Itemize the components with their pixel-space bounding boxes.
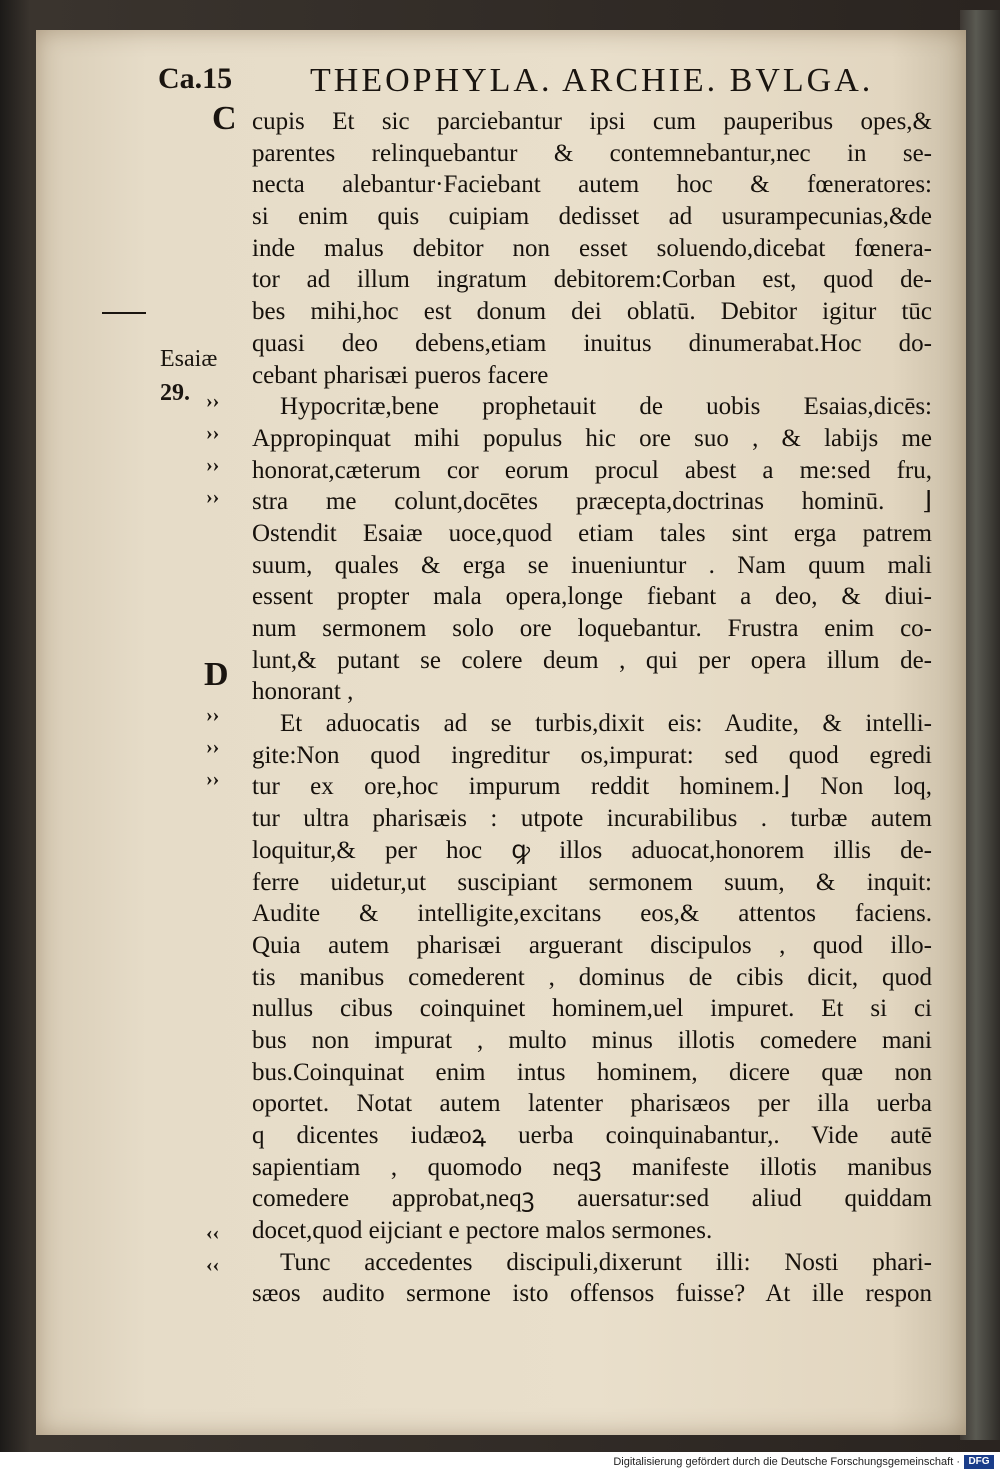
text-line: sapientiam , quomodo neqꝫ manifeste illotis manibus [252,1153,932,1181]
margin-reference-chapter: 29. [160,380,190,406]
text-line: tur ultra pharisæis : utpote incurabilibus . turbæ autem [252,805,932,833]
section-letter-c: C [212,100,237,137]
text-line: quasi deo debens,etiam inuitus dinumerabat.Hoc do- [252,329,932,357]
chapter-mark: Ca.15 [158,62,233,95]
section-letter-d: D [204,656,229,693]
quote-mark: ›› [206,704,220,726]
text-line: tis manibus comederent , dominus de cibis dicit, quod [252,963,932,991]
digitization-credit: Digitalisierung gefördert durch die Deutsche Forschungsgemeinschaft · [613,1456,960,1468]
text-line: ferre uidetur,ut suscipiant sermonem suum, & inquit: [252,868,932,896]
quote-mark: ›› [206,486,220,508]
text-line: necta alebantur·Faciebant autem hoc & fœneratores: [252,171,932,199]
text-line: bus non impurat , multo minus illotis comedere mani [252,1026,932,1054]
quote-mark: ›› [206,736,220,758]
text-line: tor ad illum ingratum debitorem:Corban est, quod de- [252,266,932,294]
text-line: cupis Et sic parciebantur ipsi cum pauperibus opes,& [252,108,932,135]
quote-mark: ‹‹ [206,1254,220,1276]
text-line: q dicentes iudæoꝝ uerba coinquinabantur,. Vide autē [252,1122,932,1149]
quote-mark: ›› [206,390,220,412]
text-line: Ostendit Esaiæ uoce,quod etiam tales sint erga patrem [252,519,932,547]
margin-rule [102,312,146,314]
text-line: essent propter mala opera,longe fiebant a deo, & diui- [252,583,932,611]
text-line: docet,quod eijciant e pectore malos sermones. [252,1217,713,1245]
text-line: Tunc accedentes discipuli,dixerunt illi: Nosti phari- [280,1248,932,1276]
text-line: cebant pharisæi pueros facere [252,361,549,389]
text-line: sæos audito sermone isto offensos fuisse? At ille respon [252,1280,932,1308]
text-line: Et aduocatis ad se turbis,dixit eis: Audite, & intelli- [280,710,932,738]
book-edge [960,10,1000,1440]
text-line: loquitur,& per hoc ꝙ illos aduocat,honorem illis de- [252,836,932,864]
quote-mark: ›› [206,768,220,790]
quote-mark: ›› [206,422,220,444]
text-line: oportet. Notat autem latenter pharisæos per illa uerba [252,1090,932,1118]
text-line: honorant , [252,678,354,706]
text-line: Quia autem pharisæi arguerant discipulos , quod illo- [252,931,932,959]
text-line: si enim quis cuipiam dedisset ad usurampecunias,&de [252,203,932,231]
body-text [252,106,932,1310]
text-line: comedere approbat,neqꝫ auersatur:sed aliud quiddam [252,1185,932,1213]
text-line: bes mihi,hoc est donum dei oblatū. Debitor igitur tūc [252,298,932,326]
text-line: suum, quales & erga se inueniuntur . Nam quum mali [252,551,932,579]
text-line: nullus cibus coinquinet hominem,uel impuret. Et si ci [252,995,932,1023]
text-line: Hypocritæ,bene prophetauit de uobis Esaias,dicēs: [280,393,932,421]
text-line: Audite & intelligite,excitans eos,& attentos faciens. [252,900,932,928]
text-line: bus.Coinquinat enim intus hominem, dicere quæ non [252,1058,932,1086]
text-line: gite:Non quod ingreditur os,impurat: sed quod egredi [252,741,932,769]
dfg-logo: DFG [964,1455,994,1469]
text-line: num sermonem solo ore loquebantur. Frustra enim co- [252,615,932,642]
text-line: Appropinquat mihi populus hic ore suo , & labijs me [252,424,932,452]
margin-reference-book: Esaiæ [160,346,218,372]
text-line: tur ex ore,hoc impurum reddit hominem.⌋ Non loq, [252,773,932,801]
quote-mark: ›› [206,454,220,476]
text-line: lunt,& putant se colere deum , qui per opera illum de- [252,646,932,674]
running-title: THEOPHYLA. ARCHIE. BVLGA. [310,62,874,99]
text-line: parentes relinquebantur & contemnebantur,nec in se- [252,139,932,167]
text-line: inde malus debitor non esset soluendo,dicebat fœnera- [252,234,932,262]
quote-mark: ‹‹ [206,1222,220,1244]
text-line: honorat,cæterum cor eorum procul abest a me:sed fru, [252,456,932,484]
text-line: stra me colunt,docētes præcepta,doctrinas hominū. ⌋ [252,488,932,516]
